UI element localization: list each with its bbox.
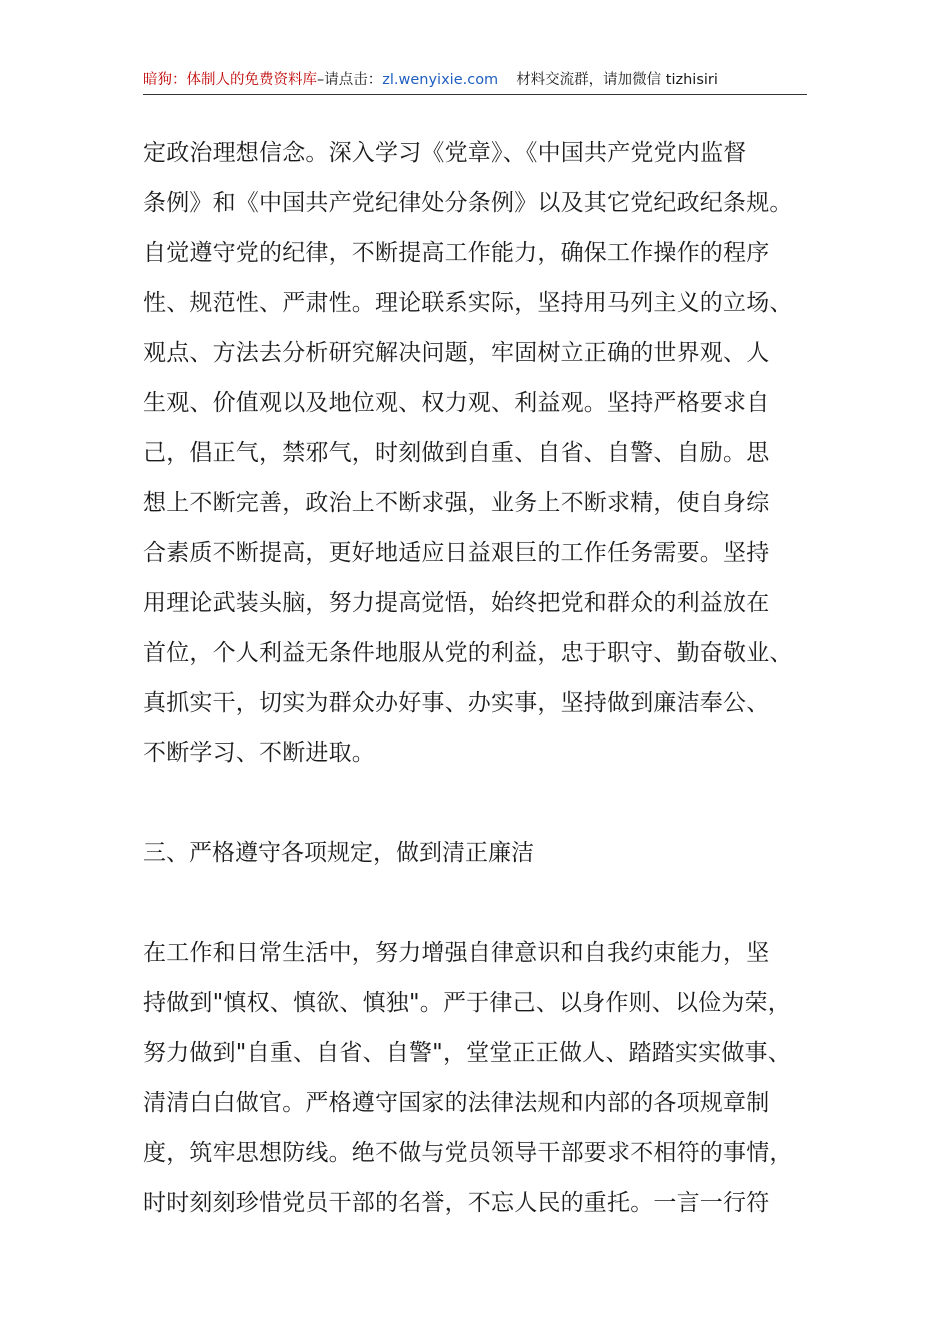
paragraph-line: 想上不断完善，政治上不断求强，业务上不断求精，使自身综 xyxy=(143,490,770,516)
header-brand: 暗狗：体制人的免费资料库 xyxy=(143,72,317,88)
paragraph-line: 度，筑牢思想防线。绝不做与党员领导干部要求不相符的事情， xyxy=(143,1140,793,1166)
paragraph-1 xyxy=(143,128,813,778)
page-header xyxy=(143,66,807,95)
paragraph-line: 用理论武装头脑，努力提高觉悟，始终把党和群众的利益放在 xyxy=(143,590,770,616)
paragraph-line: 观点、方法去分析研究解决问题，牢固树立正确的世界观、人 xyxy=(143,340,770,366)
paragraph-line: 清清白白做官。严格遵守国家的法律法规和内部的各项规章制 xyxy=(143,1090,770,1116)
paragraph-line: 性、规范性、严肃性。理论联系实际，坚持用马列主义的立场、 xyxy=(143,290,793,316)
paragraph-line: 时时刻刻珍惜党员干部的名誉，不忘人民的重托。一言一行符 xyxy=(143,1190,770,1216)
paragraph-line: 生观、价值观以及地位观、权力观、利益观。坚持严格要求自 xyxy=(143,390,770,416)
paragraph-line: 持做到"慎权、慎欲、慎独"。严于律己、以身作则、以俭为荣， xyxy=(143,990,791,1016)
paragraph-line: 定政治理想信念。深入学习《党章》、《中国共产党党内监督 xyxy=(143,140,747,166)
document-body xyxy=(143,128,813,1228)
header-group-info: 材料交流群，请加微信 tizhisiri xyxy=(516,72,718,88)
paragraph-line: 首位，个人利益无条件地服从党的利益，忠于职守、勤奋敬业、 xyxy=(143,640,793,666)
paragraph-line: 条例》和《中国共产党纪律处分条例》以及其它党纪政纪条规。 xyxy=(143,190,793,216)
paragraph-line: 努力做到"自重、自省、自警"，堂堂正正做人、踏踏实实做事、 xyxy=(143,1040,791,1066)
paragraph-line: 合素质不断提高，更好地适应日益艰巨的工作任务需要。坚持 xyxy=(143,540,770,566)
paragraph-line: 己，倡正气，禁邪气，时刻做到自重、自省、自警、自励。思 xyxy=(143,440,770,466)
paragraph-line: 在工作和日常生活中，努力增强自律意识和自我约束能力，坚 xyxy=(143,940,770,966)
paragraph-line: 不断学习、不断进取。 xyxy=(143,740,375,766)
paragraph-line: 真抓实干，切实为群众办好事、办实事，坚持做到廉洁奉公、 xyxy=(143,690,770,716)
paragraph-2 xyxy=(143,928,813,1228)
section-heading: 三、严格遵守各项规定，做到清正廉洁 xyxy=(143,840,534,866)
paragraph-line: 自觉遵守党的纪律，不断提高工作能力，确保工作操作的程序 xyxy=(143,240,770,266)
header-link[interactable]: zl.wenyixie.com xyxy=(382,72,499,88)
header-prompt: –请点击： xyxy=(317,72,383,88)
